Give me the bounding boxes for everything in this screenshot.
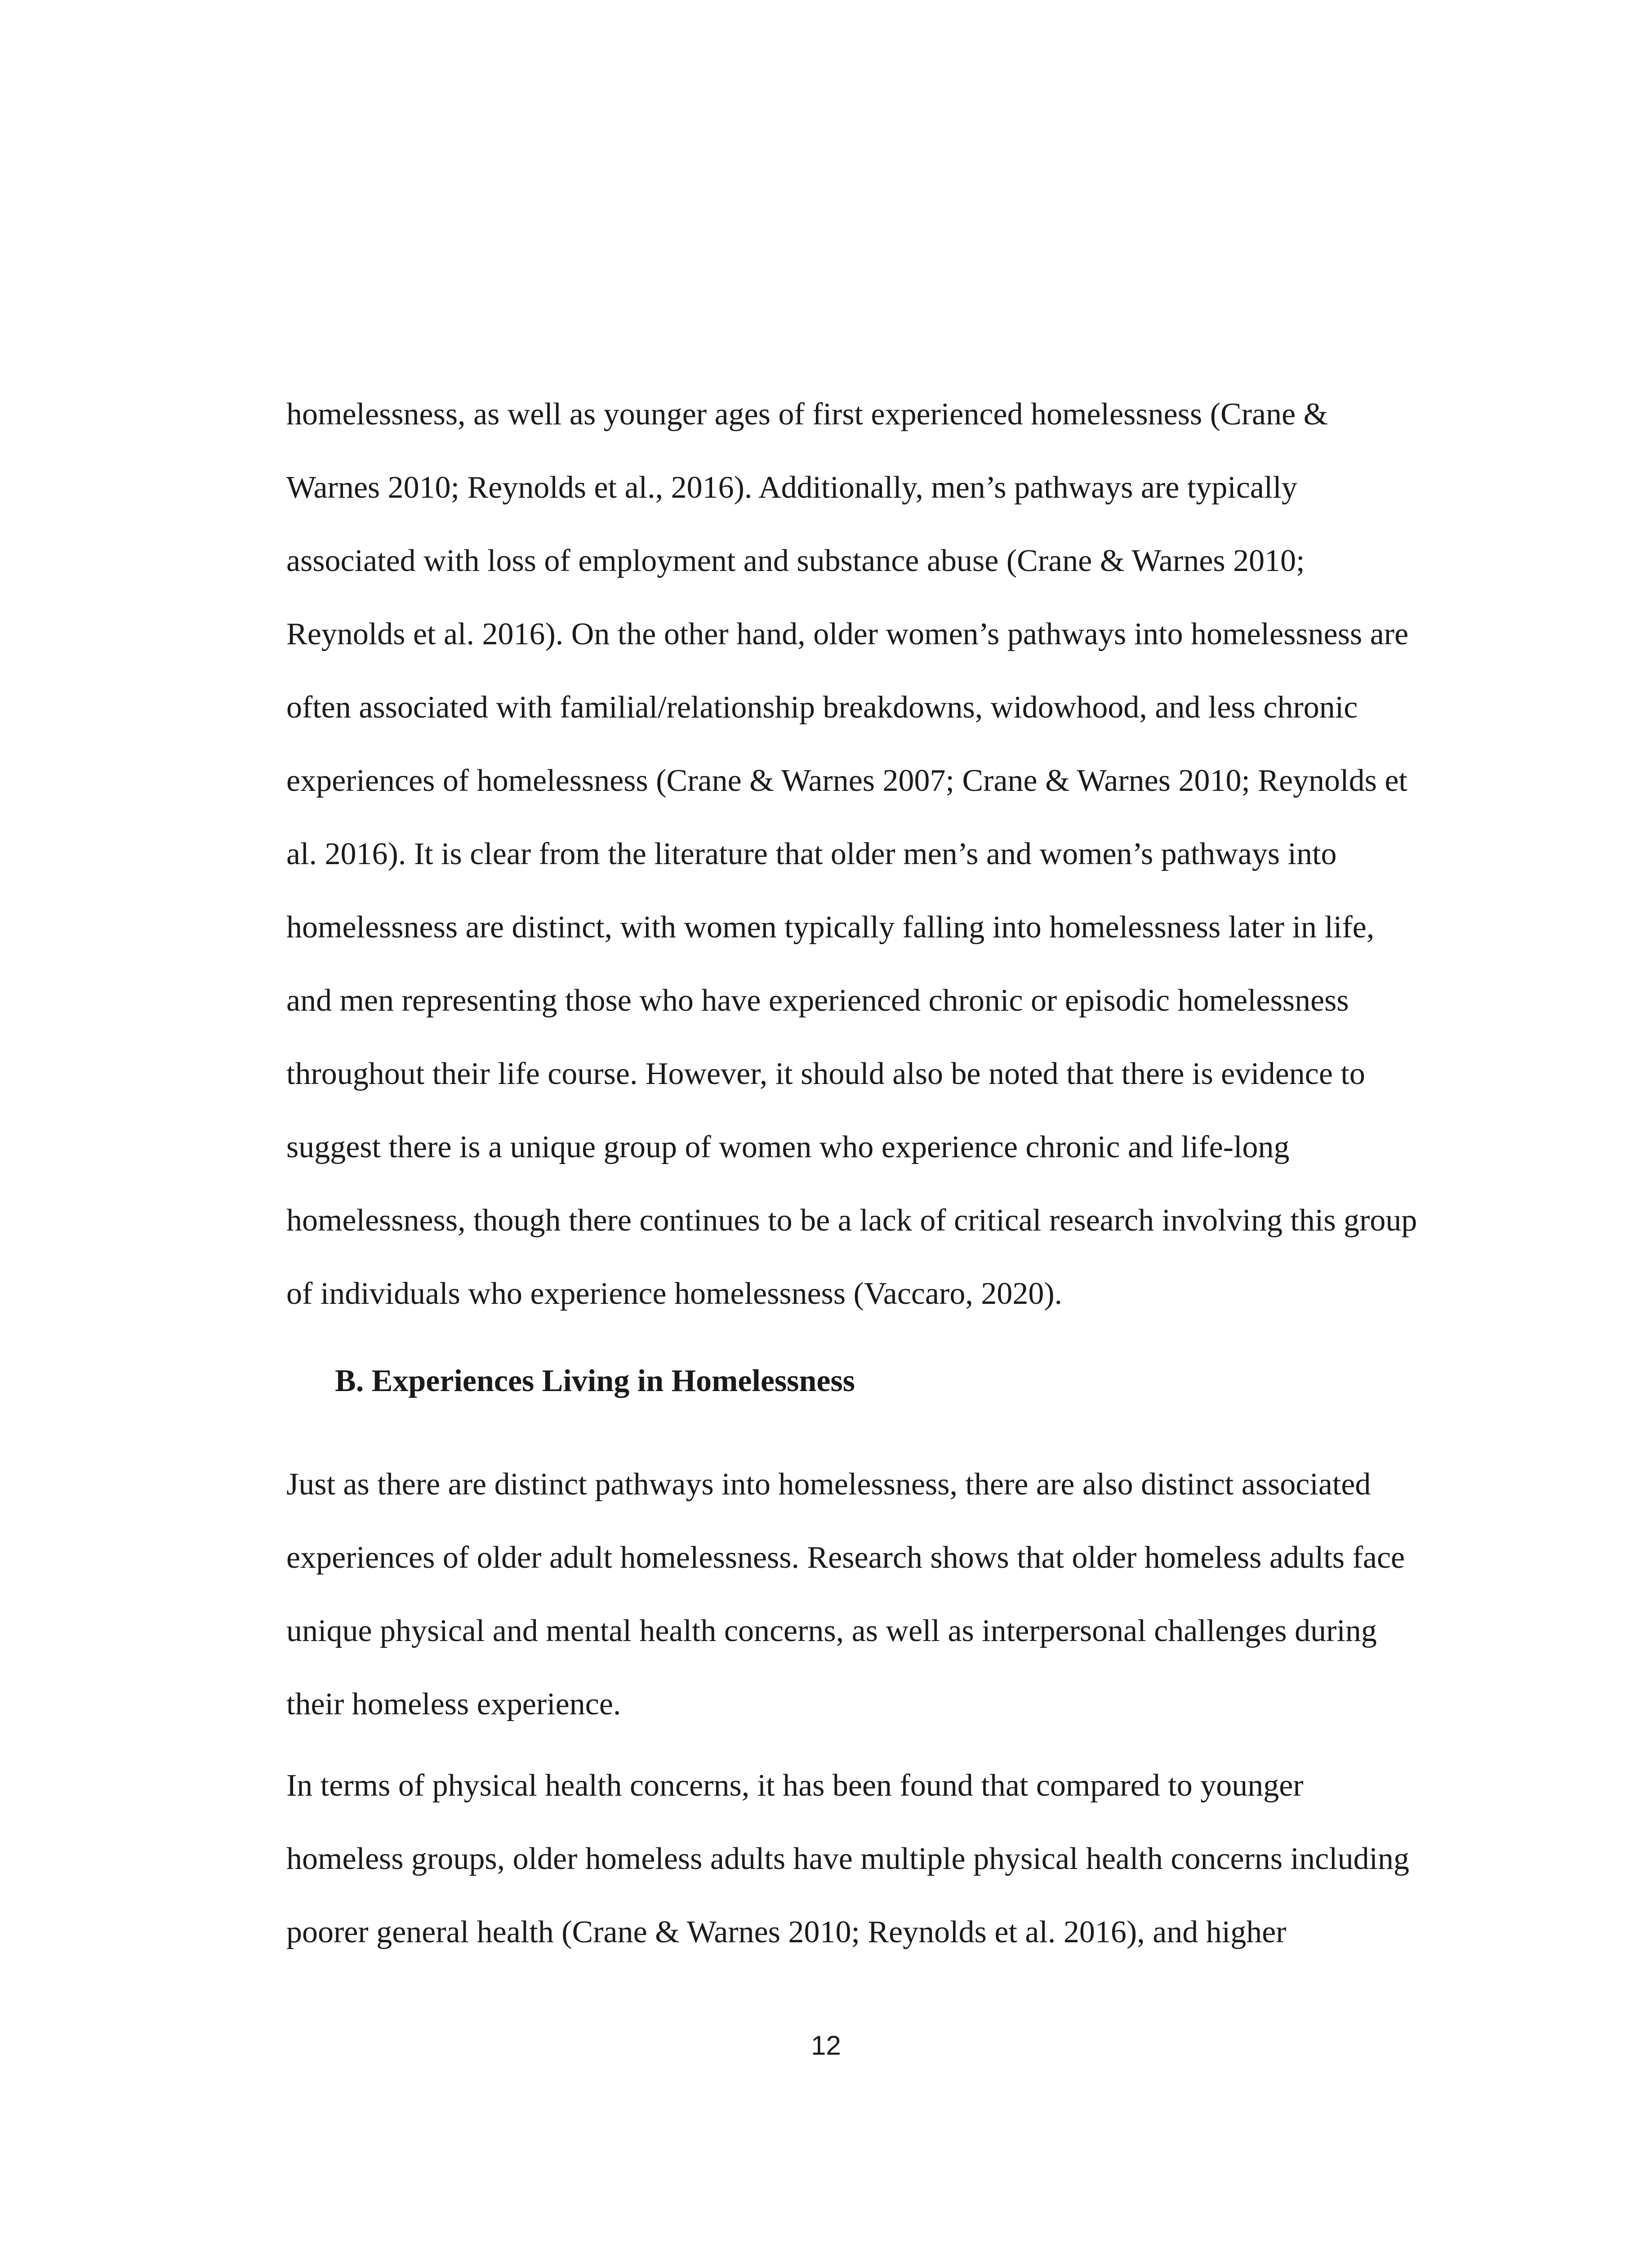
page-number: 12 [811, 2030, 841, 2061]
text-line: In terms of physical health concerns, it has been found that compared to younger [286, 1768, 1304, 1803]
text-line: experiences of older adult homelessness. Research shows that older homeless adults face [286, 1540, 1405, 1575]
text-line: homelessness are distinct, with women typically falling into homelessness later in life, [286, 910, 1375, 945]
section-heading: B. Experiences Living in Homelessness [335, 1364, 855, 1398]
text-line: Warnes 2010; Reynolds et al., 2016). Additionally, men’s pathways are typically [286, 470, 1297, 505]
text-line: homelessness, as well as younger ages of first experienced homelessness (Crane & [286, 397, 1328, 432]
text-line: their homeless experience. [286, 1687, 621, 1722]
text-line: Reynolds et al. 2016). On the other hand, older women’s pathways into homelessness are [286, 617, 1409, 651]
text-line: poorer general health (Crane & Warnes 2010; Reynolds et al. 2016), and higher [286, 1915, 1287, 1949]
text-line: experiences of homelessness (Crane & Warnes 2007; Crane & Warnes 2010; Reynolds et [286, 763, 1407, 798]
text-line: and men representing those who have experienced chronic or episodic homelessness [286, 983, 1349, 1018]
text-line: al. 2016). It is clear from the literature that older men’s and women’s pathways into [286, 837, 1337, 871]
paragraph-experiences-intro [286, 1448, 1446, 1741]
paragraph-physical-health [286, 1749, 1446, 1969]
text-line: Just as there are distinct pathways into homelessness, there are also distinct associated [286, 1467, 1371, 1502]
text-line: homeless groups, older homeless adults have multiple physical health concerns including [286, 1842, 1410, 1876]
text-line: unique physical and mental health concerns, as well as interpersonal challenges during [286, 1614, 1377, 1648]
text-line: suggest there is a unique group of women who experience chronic and life-long [286, 1130, 1290, 1164]
paragraph-pathways [286, 378, 1446, 1330]
text-line: homelessness, though there continues to be a lack of critical research involving this group [286, 1203, 1417, 1238]
text-line: associated with loss of employment and substance abuse (Crane & Warnes 2010; [286, 544, 1305, 578]
text-line: throughout their life course. However, it should also be noted that there is evidence to [286, 1057, 1365, 1091]
text-line: of individuals who experience homelessness (Vaccaro, 2020). [286, 1276, 1063, 1311]
text-line: often associated with familial/relationship breakdowns, widowhood, and less chronic [286, 690, 1358, 725]
